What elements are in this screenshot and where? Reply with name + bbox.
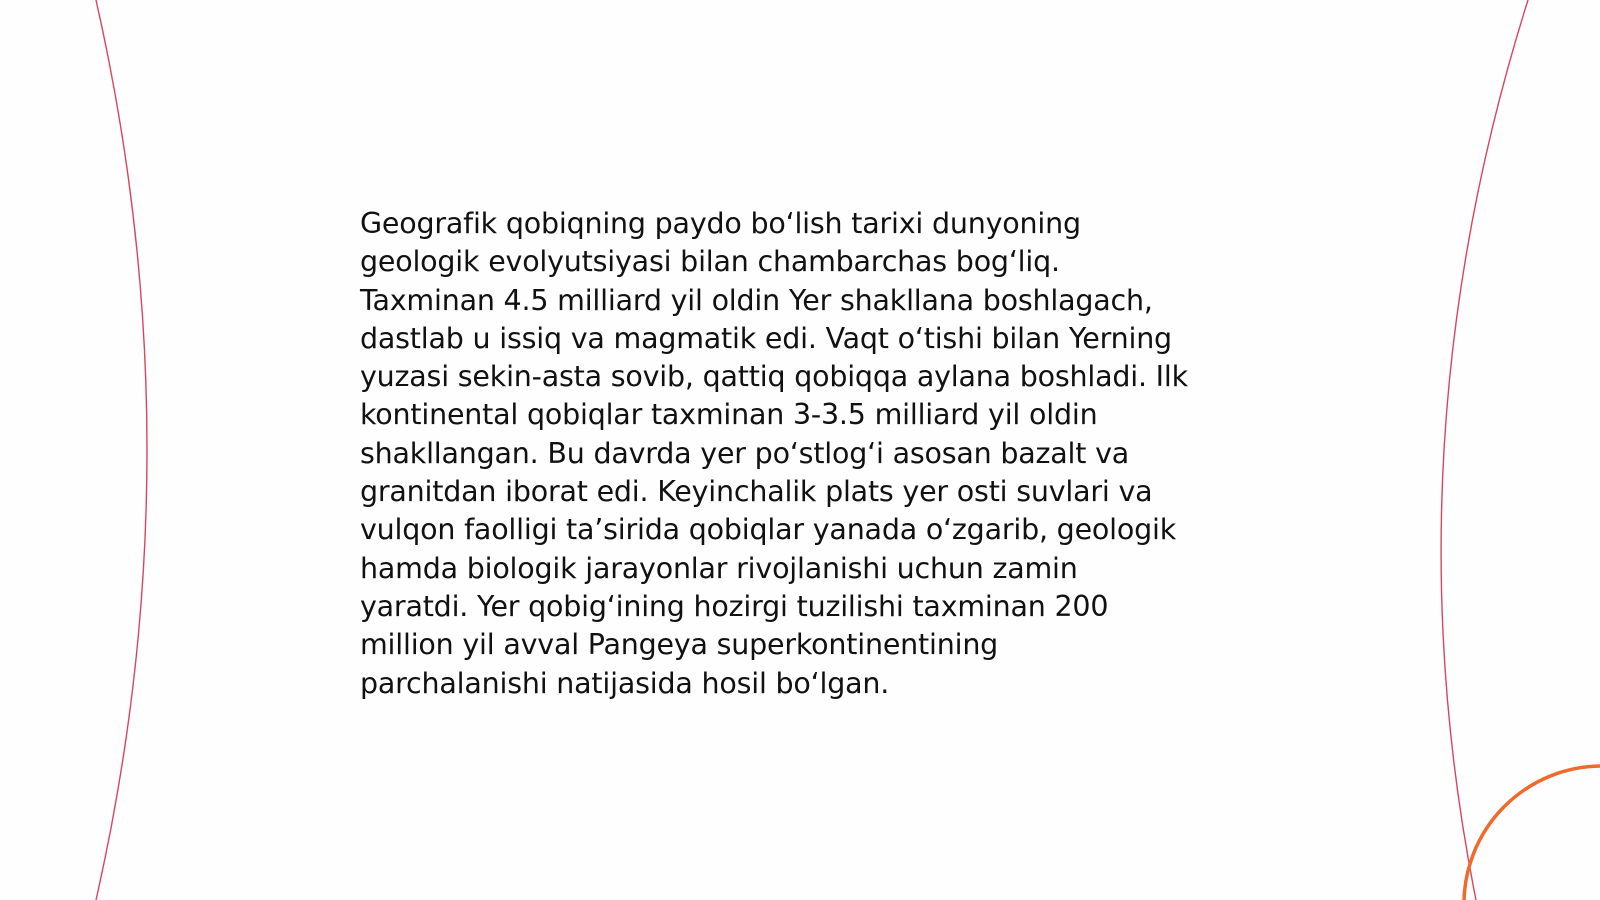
paragraph-line: hamda biologik jarayonlar rivojlanishi uchun zamin bbox=[360, 551, 1078, 585]
paragraph-line: parchalanishi natijasida hosil bo‘lgan. bbox=[360, 666, 890, 700]
paragraph-line: yaratdi. Yer qobig‘ining hozirgi tuzilishi taxminan 200 bbox=[360, 589, 1109, 623]
right-arc-line bbox=[1441, 0, 1528, 900]
paragraph-line: dastlab u issiq va magmatik edi. Vaqt o‘tishi bilan Yerning bbox=[360, 321, 1172, 355]
paragraph-line: geologik evolyutsiyasi bilan chambarchas bog‘liq. bbox=[360, 245, 1060, 279]
paragraph-line: granitdan iborat edi. Keyinchalik plats yer osti suvlari va bbox=[360, 475, 1153, 509]
paragraph-line: Geografik qobiqning paydo bo‘lish tarixi dunyoning bbox=[360, 207, 1081, 240]
orange-circle-outline bbox=[1464, 766, 1600, 900]
paragraph-line: yuzasi sekin-asta sovib, qattiq qobiqqa aylana boshladi. Ilk bbox=[360, 360, 1188, 394]
body-paragraph bbox=[360, 205, 1240, 703]
paragraph-line: Taxminan 4.5 milliard yil oldin Yer shakllana boshlagach, bbox=[360, 283, 1153, 317]
left-arc-line bbox=[96, 0, 147, 900]
paragraph-line: million yil avval Pangeya superkontinentining bbox=[360, 628, 999, 662]
paragraph-line: kontinental qobiqlar taxminan 3-3.5 milliard yil oldin bbox=[360, 398, 1098, 432]
paragraph-line: vulqon faolligi ta’sirida qobiqlar yanada o‘zgarib, geologik bbox=[360, 513, 1177, 547]
paragraph-line: shakllangan. Bu davrda yer po‘stlog‘i asosan bazalt va bbox=[360, 436, 1130, 470]
